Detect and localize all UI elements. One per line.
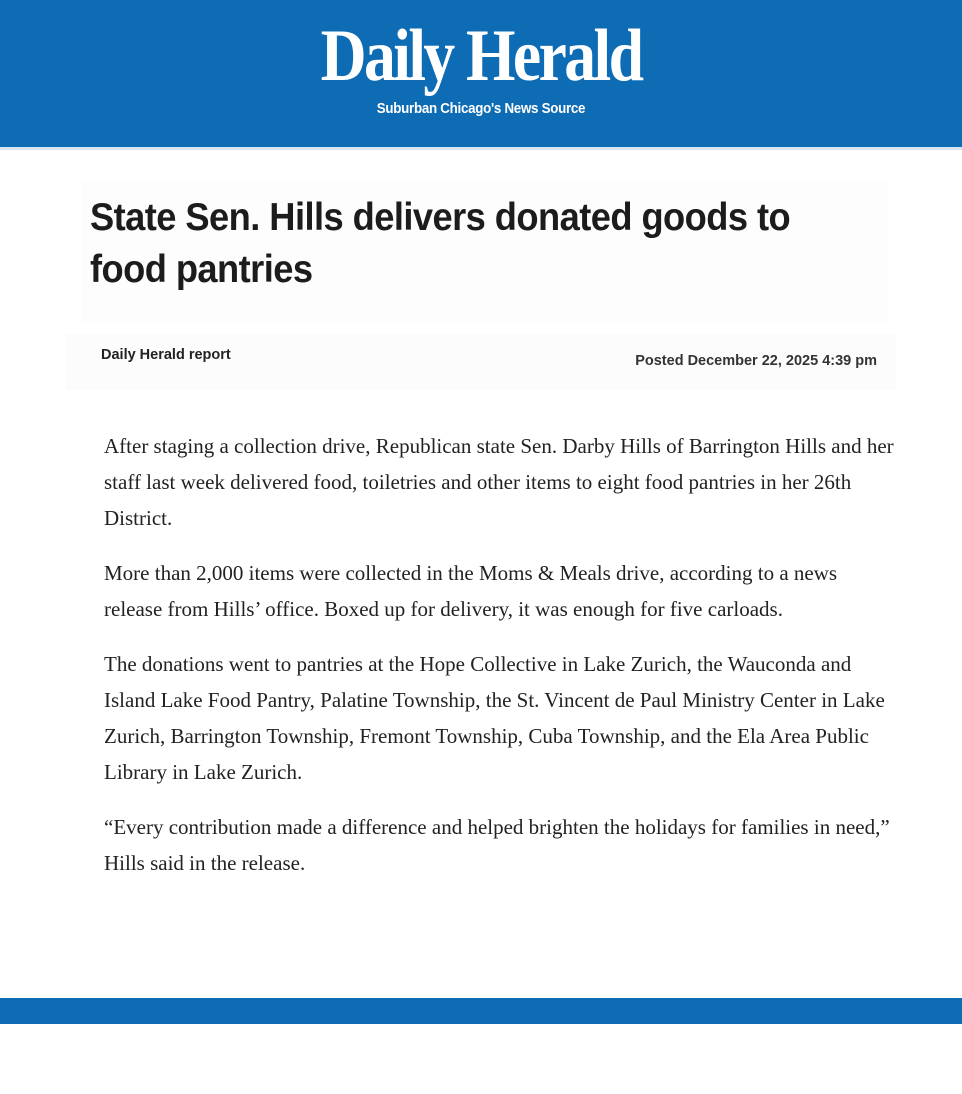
article-posted-date: Posted December 22, 2025 4:39 pm: [635, 353, 877, 369]
daily-herald-logo[interactable]: Daily Herald: [320, 15, 642, 97]
footer-masthead: [0, 998, 962, 1093]
masthead-divider: [0, 147, 962, 150]
article-headline: State Sen. Hills delivers donated goods to food pantries: [90, 196, 791, 291]
article-paragraph: “Every contribution made a difference and helped brighten the holidays for families in need,” Hills said in the release.: [104, 815, 890, 875]
article-paragraph: The donations went to pantries at the Hope Collective in Lake Zurich, the Wauconda and Island Lake Food Pantry, Palatine Township, the St. Vincent de Paul Ministry Center in Lake Zurich, Barrington Township, Fremont Township, Cuba Township, and the Ela Area Public Library in Lake Zurich.: [104, 652, 885, 784]
article-paragraph: More than 2,000 items were collected in the Moms & Meals drive, according to a news release from Hills’ office. Boxed up for delivery, it was enough for five carloads.: [104, 561, 838, 621]
article-byline: Daily Herald report: [101, 347, 231, 363]
masthead: [0, 0, 962, 147]
article-paragraph: After staging a collection drive, Republican state Sen. Darby Hills of Barrington Hills and her staff last week delivered food, toiletries and other items to eight food pantries in her 26th District.: [104, 434, 894, 530]
footer-logo: Daily Herald: [320, 1011, 642, 1093]
masthead-tagline: Suburban Chicago's News Source: [376, 101, 586, 117]
article-body: [104, 428, 894, 900]
